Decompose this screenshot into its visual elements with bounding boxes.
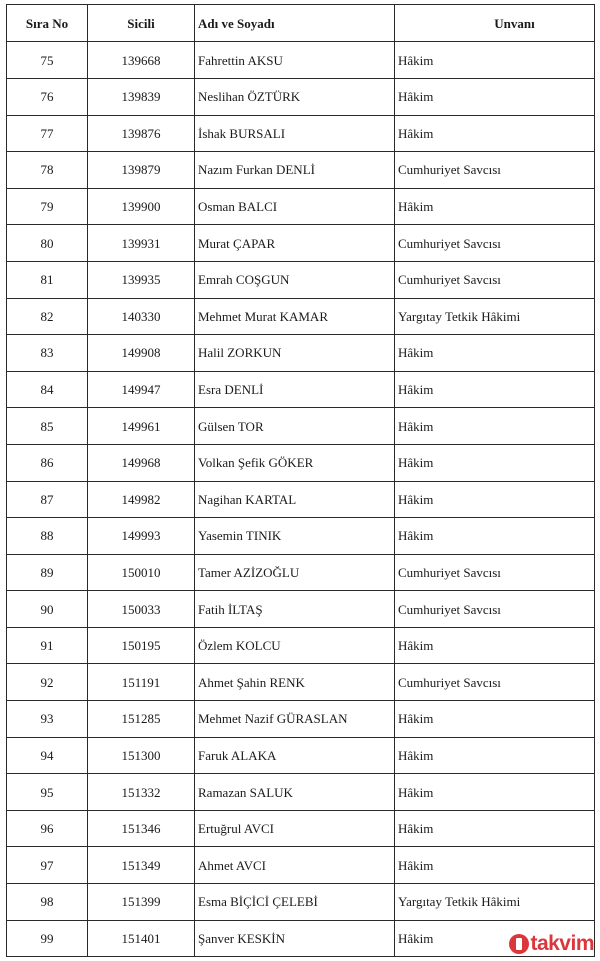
cell-title: Hâkim [395, 188, 595, 225]
table-row [7, 444, 595, 481]
table-row [7, 298, 595, 335]
cell-sicil: 151285 [88, 701, 195, 738]
table-row [7, 884, 595, 921]
cell-title: Hâkim [395, 42, 595, 79]
cell-name: Fahrettin AKSU [195, 42, 395, 79]
table-row [7, 408, 595, 445]
cell-title: Hâkim [395, 335, 595, 372]
cell-title: Hâkim [395, 810, 595, 847]
cell-sira-no: 92 [7, 664, 88, 701]
table-row [7, 701, 595, 738]
cell-sira-no: 88 [7, 518, 88, 555]
table-row [7, 335, 595, 372]
cell-sicil: 149982 [88, 481, 195, 518]
table-row [7, 188, 595, 225]
cell-sira-no: 95 [7, 774, 88, 811]
cell-title: Cumhuriyet Savcısı [395, 664, 595, 701]
cell-sicil: 150195 [88, 627, 195, 664]
cell-sicil: 140330 [88, 298, 195, 335]
cell-title: Yargıtay Tetkik Hâkimi [395, 298, 595, 335]
cell-sicil: 151332 [88, 774, 195, 811]
cell-sira-no: 81 [7, 261, 88, 298]
cell-name: Emrah COŞGUN [195, 261, 395, 298]
cell-sicil: 151191 [88, 664, 195, 701]
cell-sira-no: 82 [7, 298, 88, 335]
table-row [7, 225, 595, 262]
cell-name: Osman BALCI [195, 188, 395, 225]
cell-sira-no: 79 [7, 188, 88, 225]
table-row [7, 554, 595, 591]
cell-title: Cumhuriyet Savcısı [395, 152, 595, 189]
cell-sira-no: 99 [7, 920, 88, 957]
cell-name: Halil ZORKUN [195, 335, 395, 372]
cell-sicil: 151399 [88, 884, 195, 921]
cell-name: Mehmet Murat KAMAR [195, 298, 395, 335]
personnel-table [6, 4, 595, 957]
cell-sicil: 151346 [88, 810, 195, 847]
cell-title: Cumhuriyet Savcısı [395, 261, 595, 298]
cell-title: Cumhuriyet Savcısı [395, 554, 595, 591]
cell-sira-no: 87 [7, 481, 88, 518]
cell-sicil: 149908 [88, 335, 195, 372]
cell-sira-no: 89 [7, 554, 88, 591]
cell-name: Nagihan KARTAL [195, 481, 395, 518]
cell-name: Ahmet AVCI [195, 847, 395, 884]
table-body [7, 42, 595, 957]
table-row [7, 664, 595, 701]
cell-name: Ahmet Şahin RENK [195, 664, 395, 701]
cell-title: Hâkim [395, 371, 595, 408]
table-row [7, 810, 595, 847]
cell-sira-no: 78 [7, 152, 88, 189]
cell-sicil: 151401 [88, 920, 195, 957]
column-header-name: Adı ve Soyadı [195, 5, 395, 42]
table-row [7, 42, 595, 79]
cell-sira-no: 80 [7, 225, 88, 262]
cell-name: Şanver KESKİN [195, 920, 395, 957]
column-header-sicil: Sicili [88, 5, 195, 42]
table-row [7, 847, 595, 884]
table-row [7, 481, 595, 518]
table-row [7, 774, 595, 811]
cell-title: Hâkim [395, 920, 595, 957]
cell-sicil: 139931 [88, 225, 195, 262]
cell-sicil: 139876 [88, 115, 195, 152]
cell-sicil: 139839 [88, 78, 195, 115]
cell-sira-no: 77 [7, 115, 88, 152]
cell-name: Neslihan ÖZTÜRK [195, 78, 395, 115]
cell-title: Cumhuriyet Savcısı [395, 225, 595, 262]
cell-sira-no: 86 [7, 444, 88, 481]
cell-name: Esma BİÇİCİ ÇELEBİ [195, 884, 395, 921]
cell-title: Yargıtay Tetkik Hâkimi [395, 884, 595, 921]
cell-sicil: 150033 [88, 591, 195, 628]
table-row [7, 115, 595, 152]
cell-name: Ramazan SALUK [195, 774, 395, 811]
cell-name: Esra DENLİ [195, 371, 395, 408]
cell-sira-no: 76 [7, 78, 88, 115]
cell-title: Hâkim [395, 847, 595, 884]
cell-sicil: 149968 [88, 444, 195, 481]
cell-sicil: 139668 [88, 42, 195, 79]
cell-title: Hâkim [395, 701, 595, 738]
table-row [7, 627, 595, 664]
column-header-no: Sıra No [7, 5, 88, 42]
cell-title: Hâkim [395, 481, 595, 518]
cell-sira-no: 94 [7, 737, 88, 774]
cell-sira-no: 85 [7, 408, 88, 445]
cell-title: Hâkim [395, 774, 595, 811]
cell-name: İshak BURSALI [195, 115, 395, 152]
cell-title: Hâkim [395, 408, 595, 445]
table-row [7, 152, 595, 189]
cell-name: Volkan Şefik GÖKER [195, 444, 395, 481]
cell-title: Hâkim [395, 115, 595, 152]
cell-name: Faruk ALAKA [195, 737, 395, 774]
cell-sira-no: 93 [7, 701, 88, 738]
cell-title: Cumhuriyet Savcısı [395, 591, 595, 628]
cell-name: Yasemin TINIK [195, 518, 395, 555]
cell-title: Hâkim [395, 78, 595, 115]
cell-sira-no: 97 [7, 847, 88, 884]
cell-sira-no: 98 [7, 884, 88, 921]
cell-name: Ertuğrul AVCI [195, 810, 395, 847]
cell-sicil: 149993 [88, 518, 195, 555]
table-row [7, 591, 595, 628]
cell-sira-no: 84 [7, 371, 88, 408]
cell-sicil: 149961 [88, 408, 195, 445]
watermark-text: takvim [530, 932, 594, 955]
table-row [7, 371, 595, 408]
cell-sira-no: 75 [7, 42, 88, 79]
cell-sicil: 139879 [88, 152, 195, 189]
cell-name: Gülsen TOR [195, 408, 395, 445]
cell-title: Hâkim [395, 444, 595, 481]
table-row [7, 920, 595, 957]
column-header-title: Unvanı [395, 5, 595, 42]
cell-sicil: 151349 [88, 847, 195, 884]
cell-name: Fatih İLTAŞ [195, 591, 395, 628]
cell-name: Mehmet Nazif GÜRASLAN [195, 701, 395, 738]
cell-name: Murat ÇAPAR [195, 225, 395, 262]
cell-sira-no: 91 [7, 627, 88, 664]
cell-name: Tamer AZİZOĞLU [195, 554, 395, 591]
table-row [7, 737, 595, 774]
cell-sicil: 150010 [88, 554, 195, 591]
cell-title: Hâkim [395, 518, 595, 555]
cell-name: Nazım Furkan DENLİ [195, 152, 395, 189]
cell-sira-no: 96 [7, 810, 88, 847]
cell-sicil: 149947 [88, 371, 195, 408]
cell-sicil: 139900 [88, 188, 195, 225]
cell-title: Hâkim [395, 737, 595, 774]
cell-name: Özlem KOLCU [195, 627, 395, 664]
takvim-logo-icon [509, 934, 529, 954]
takvim-watermark [509, 933, 594, 955]
cell-sira-no: 83 [7, 335, 88, 372]
cell-sicil: 151300 [88, 737, 195, 774]
table-row [7, 78, 595, 115]
cell-title: Hâkim [395, 627, 595, 664]
cell-sira-no: 90 [7, 591, 88, 628]
table-row [7, 261, 595, 298]
table-row [7, 518, 595, 555]
cell-sicil: 139935 [88, 261, 195, 298]
table-header-row [7, 5, 595, 42]
